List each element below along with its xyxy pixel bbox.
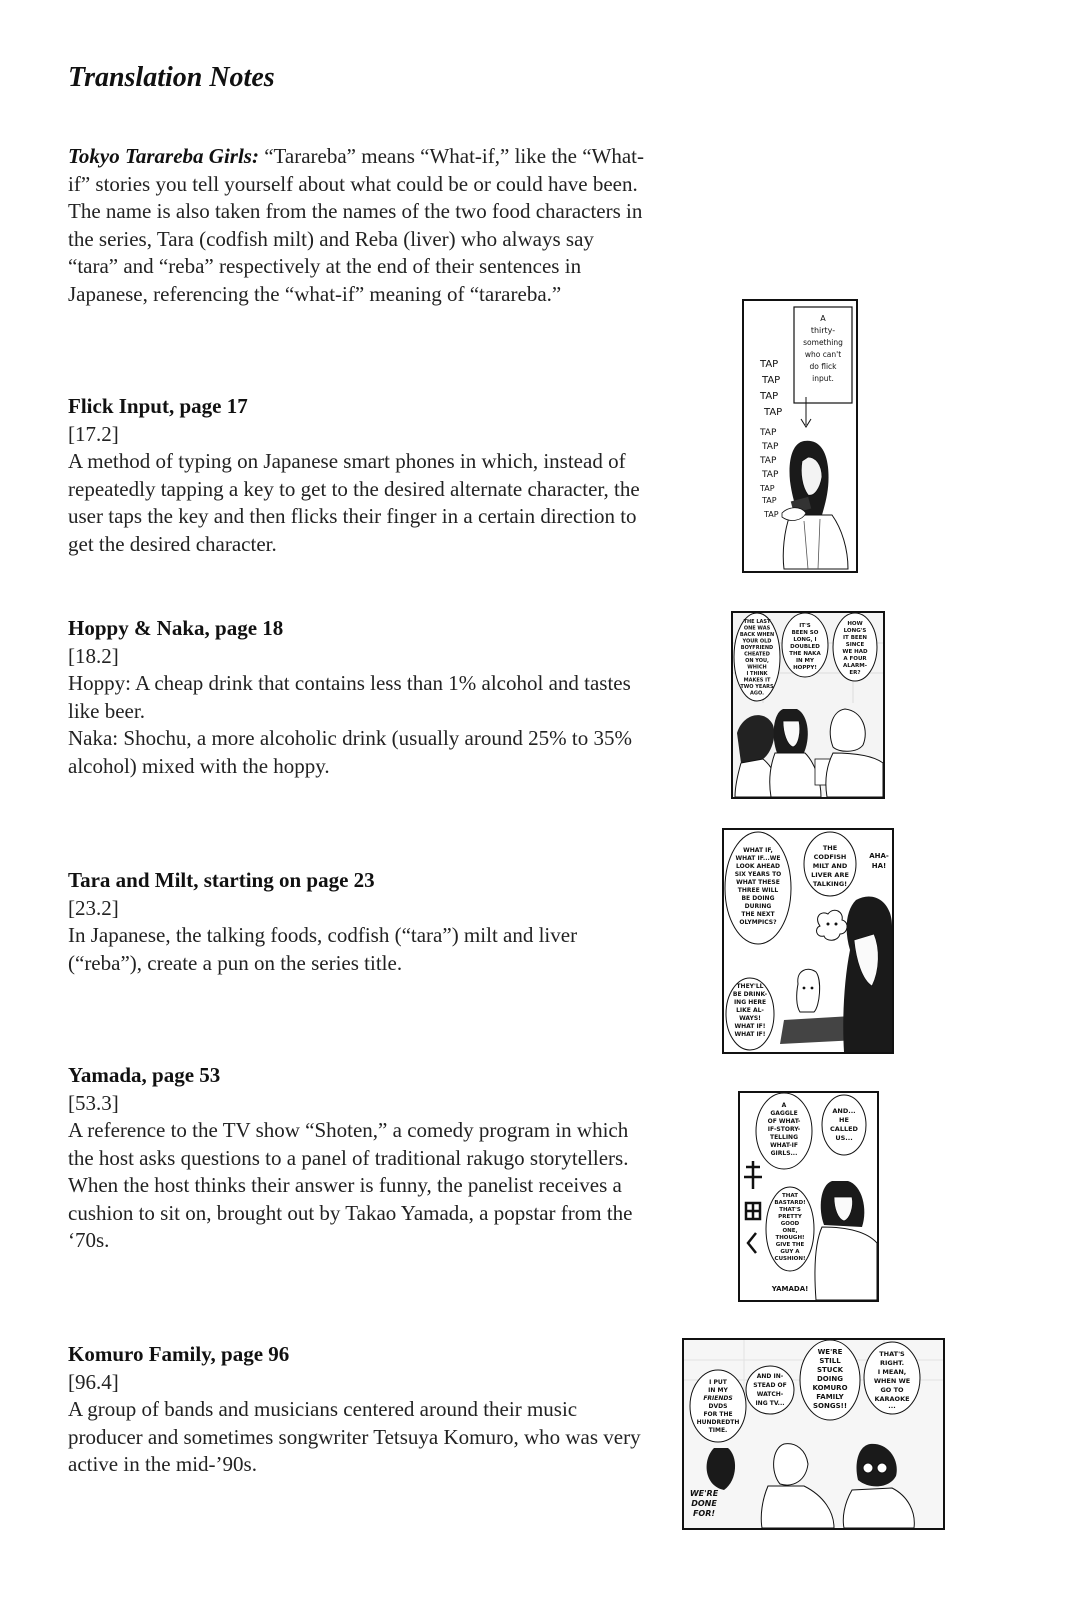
bubble-line: THOUGH!: [775, 1235, 805, 1241]
bubble-line: AND...: [832, 1107, 856, 1115]
note-heading: Yamada, page 53: [68, 1063, 221, 1087]
note-text: Hoppy: A cheap drink that contains less than 1% alcohol and tastes like beer.: [68, 671, 631, 723]
panel-art: [733, 613, 883, 797]
sfx: TAP: [762, 496, 777, 505]
bubble-line: WHAT THESE: [736, 879, 780, 886]
bubble-line: ONE WAS: [743, 625, 771, 632]
note-tara-milt: [68, 867, 648, 977]
bubble-line: GAGGLE: [770, 1110, 798, 1117]
bubble-line: LONG'S: [843, 628, 867, 634]
note-text: A reference to the TV show “Shoten,” a comedy program in which the host asks questions to a panel of traditional rakugo storytellers. When the host thinks their answer is funny, the panelist receives a cushion to sit on, brought out by Takao Yamada, a popstar from the ‘70s.: [68, 1118, 633, 1252]
bubble-line: DOING: [817, 1375, 843, 1383]
bubble-line: HOPPY!: [793, 665, 817, 671]
yamada-kanji-sfx: [744, 1161, 762, 1253]
bubble-line: BOYFRIEND: [740, 645, 774, 651]
manga-panel-komuro: [682, 1338, 945, 1530]
bubble-line: IT'S: [799, 623, 811, 629]
bubble-line: WHAT-IF: [770, 1142, 798, 1149]
bubble-line: BACK WHEN: [739, 632, 775, 638]
note-body: [68, 143, 648, 308]
caption-line: A: [820, 314, 826, 323]
bubble-line: HE: [839, 1116, 849, 1124]
bubble-line: THAT'S: [879, 1350, 905, 1358]
note-ref: [17.2]: [68, 421, 119, 446]
bubble-line: GOOD: [780, 1221, 800, 1227]
bubble-line: ALARM-: [842, 663, 868, 669]
bubble-line: I MEAN,: [877, 1368, 907, 1376]
bubble-line: IF-STORY-: [767, 1126, 801, 1133]
bubble-line: I PUT: [709, 1379, 727, 1386]
bubble-line: WHAT IF!: [734, 1031, 766, 1038]
bubble-line: STUCK: [816, 1366, 844, 1374]
bubble-line: IT BEEN: [842, 635, 868, 641]
bubble-line: DOUBLED: [790, 644, 820, 650]
bubble-line: GIRLS...: [770, 1150, 798, 1157]
bubble-line: THE NEXT: [741, 911, 775, 918]
note-text: A method of typing on Japanese smart phones in which, instead of repeatedly tapping a key to get to the desired alternate character, the user taps the key and then flicks their finger in a certain direction to get the desired character.: [68, 449, 640, 556]
bubble-line: STILL: [819, 1357, 841, 1365]
bubble-line: ING TV...: [755, 1400, 785, 1407]
bubble-line: CUSHION!: [774, 1256, 806, 1262]
bubble-line: WHAT IF...WE: [735, 855, 781, 862]
bubble-line: DURING: [744, 903, 772, 910]
bubble-line: THE LAST: [743, 619, 771, 625]
note-text: A group of bands and musicians centered around their music producer and sometimes songwriter Tetsuya Komuro, who was very active in the mid-’90s.: [68, 1397, 641, 1476]
bubble-line: WE'RE: [817, 1348, 843, 1356]
woman-figure: [782, 441, 848, 569]
bubble-line: HA!: [871, 862, 887, 870]
bubble-line: THE: [822, 844, 838, 852]
bubble-line: LOOK AHEAD: [736, 863, 780, 870]
caption-line: who can't: [804, 350, 842, 359]
note-text: Naka: Shochu, a more alcoholic drink (usually around 25% to 35% alcohol) mixed with the hoppy.: [68, 726, 632, 778]
bubble-line: BEEN SO: [791, 630, 819, 636]
bubble-line: DVDS: [708, 1403, 728, 1410]
bubble-line: WHAT IF!: [734, 1023, 766, 1030]
manga-panel-flick-input: [742, 299, 858, 573]
codfish-milt-icon: [817, 910, 848, 940]
bubble-line: THEY'LL: [736, 983, 764, 990]
bubble-line: MILT AND: [812, 862, 848, 870]
bubble-line: WE'RE: [689, 1489, 719, 1498]
page-title: Translation Notes: [68, 62, 275, 93]
bubble-line: TELLING: [769, 1134, 799, 1141]
bubble-line: THAT'S: [779, 1207, 801, 1213]
panel-art: [744, 301, 856, 571]
bubble-line: SIX YEARS TO: [734, 871, 782, 878]
sfx: TAP: [760, 484, 775, 493]
note-heading: Tara and Milt, starting on page 23: [68, 868, 375, 892]
bubble-line: ING HERE: [733, 999, 767, 1006]
bubble-line: US...: [835, 1134, 853, 1142]
bubble-line: WHAT IF,: [743, 847, 773, 854]
sfx: TAP: [762, 470, 779, 480]
glasses-icon: [877, 1463, 887, 1473]
manga-panel-hoppy: [731, 611, 885, 799]
bubble-line: CALLED: [830, 1125, 858, 1133]
sfx: TAP: [762, 375, 781, 386]
bubble-line: AGO.: [749, 690, 765, 697]
bubble-line: HUNDREDTH: [696, 1419, 740, 1426]
note-heading: Komuro Family, page 96: [68, 1342, 290, 1366]
bubble-line: FRIENDS: [703, 1395, 733, 1402]
glasses-icon: [863, 1463, 873, 1473]
note-ref: [23.2]: [68, 895, 119, 920]
caption-line: input.: [812, 374, 834, 383]
bubble-line: A: [781, 1102, 787, 1109]
note-ref: [96.4]: [68, 1369, 119, 1394]
note-ref: [53.3]: [68, 1090, 119, 1115]
bubble-line: STEAD OF: [753, 1382, 787, 1389]
sfx: TAP: [760, 391, 779, 402]
bubble-line: THE NAKA: [789, 651, 821, 657]
panel-art: [724, 830, 892, 1052]
bubble-line: YOUR OLD: [742, 638, 772, 645]
sfx: TAP: [764, 510, 779, 519]
bubble-line: GIVE THE: [775, 1242, 805, 1248]
bubble-line: WHICH: [747, 664, 767, 671]
note-ref: [18.2]: [68, 643, 119, 668]
bubble-line: BE DRINK-: [732, 991, 768, 998]
bubble-line: FAMILY: [816, 1393, 844, 1401]
bubble-line: GO TO: [880, 1386, 904, 1394]
bubble-line: MAKES IT: [743, 677, 771, 684]
bubble-line: BASTARD!: [774, 1200, 806, 1206]
note-text: In Japanese, the talking foods, codfish (“tara”) milt and liver (“reba”), create a pun on the series title.: [68, 923, 578, 975]
bubble-line: IN MY: [708, 1387, 728, 1394]
sfx: TAP: [760, 456, 777, 466]
manga-panel-yamada: [738, 1091, 879, 1302]
sfx: TAP: [764, 407, 783, 418]
bubble-line: OLYMPICS?: [739, 919, 777, 926]
bubble-line: WHEN WE: [873, 1377, 911, 1385]
bubble-line: TALKING!: [812, 880, 848, 888]
panel-art: [740, 1093, 877, 1300]
bubble-line: FOR THE: [703, 1411, 733, 1418]
panel-art: [684, 1340, 943, 1528]
note-hoppy-naka: [68, 615, 648, 780]
note-text: “Tarareba” means “What-if,” like the “What-if” stories you tell yourself about what could be or could have been. The name is also taken from the names of the two food characters in the series, Tara (codfish milt) and Reba (liver) who always say “tara” and “reba” respectively at the end of their sentences in Japanese, referencing the “what-if” meaning of “tarareba.”: [68, 144, 645, 306]
bubble-line: IN MY: [795, 658, 815, 664]
bubble-line: LONG, I: [793, 637, 817, 643]
bubble-line: WATCH-: [756, 1391, 784, 1398]
note-heading: Flick Input, page 17: [68, 394, 248, 418]
bubble-line: LIKE AL-: [736, 1007, 764, 1014]
note-yamada: [68, 1062, 648, 1255]
bubble-line: DONE: [691, 1499, 717, 1508]
bubble-line: CODFISH: [813, 853, 847, 861]
note-komuro-family: [68, 1341, 648, 1479]
bubble-line: FOR!: [692, 1509, 716, 1518]
bubble-line: THREE WILL: [737, 887, 779, 894]
bubble-line: KARAOKE: [874, 1395, 910, 1403]
bubble-line: PRETTY: [778, 1214, 802, 1220]
bubble-line: KOMURO: [812, 1384, 848, 1392]
caption-line: do flick: [809, 362, 837, 371]
bubble-line: TWO YEARS: [740, 684, 774, 690]
bubble-line: AHA-: [869, 852, 889, 860]
bubble-line: LIVER ARE: [811, 871, 849, 879]
manga-panel-tara: [722, 828, 894, 1054]
bubble-line: WE HAD: [842, 649, 868, 655]
sfx: YAMADA!: [771, 1285, 809, 1293]
note-tokyo-tarareba: [68, 143, 648, 308]
bubble-line: RIGHT.: [879, 1359, 905, 1367]
sfx: TAP: [760, 359, 779, 370]
note-heading: Hoppy & Naka, page 18: [68, 616, 284, 640]
bubble-line: CHEATED: [744, 651, 770, 658]
bubble-line: SONGS!!: [812, 1402, 848, 1410]
bubble-line: OF WHAT-: [767, 1118, 801, 1125]
bubble-line: BE DOING: [741, 895, 775, 902]
sfx: TAP: [762, 442, 779, 452]
bubble-line: AND IN-: [756, 1373, 784, 1380]
note-flick-input: [68, 393, 648, 558]
bubble-line: WAYS!: [739, 1015, 761, 1022]
characters-art: [780, 896, 892, 1052]
bubble-line: I THINK: [746, 671, 768, 677]
caption-line: something: [803, 338, 843, 347]
bubble-line: THAT: [782, 1193, 798, 1199]
bubble-line: GUY A: [780, 1249, 800, 1255]
bubble-line: ER?: [849, 670, 861, 676]
bubble-line: ON YOU,: [745, 658, 769, 664]
bubble-line: A FOUR: [843, 656, 867, 662]
sfx: TAP: [760, 428, 777, 438]
caption-line: thirty-: [810, 326, 836, 335]
liver-icon: [797, 969, 820, 1012]
bubble-line: ONE,: [782, 1228, 798, 1234]
tap-sfx: [759, 359, 782, 519]
bubble-line: SINCE: [845, 642, 865, 648]
bubble-line: ...: [888, 1402, 896, 1410]
note-heading: Tokyo Tarareba Girls:: [68, 144, 259, 168]
bubble-line: TIME.: [708, 1427, 728, 1434]
bubble-line: HOW: [847, 621, 863, 627]
